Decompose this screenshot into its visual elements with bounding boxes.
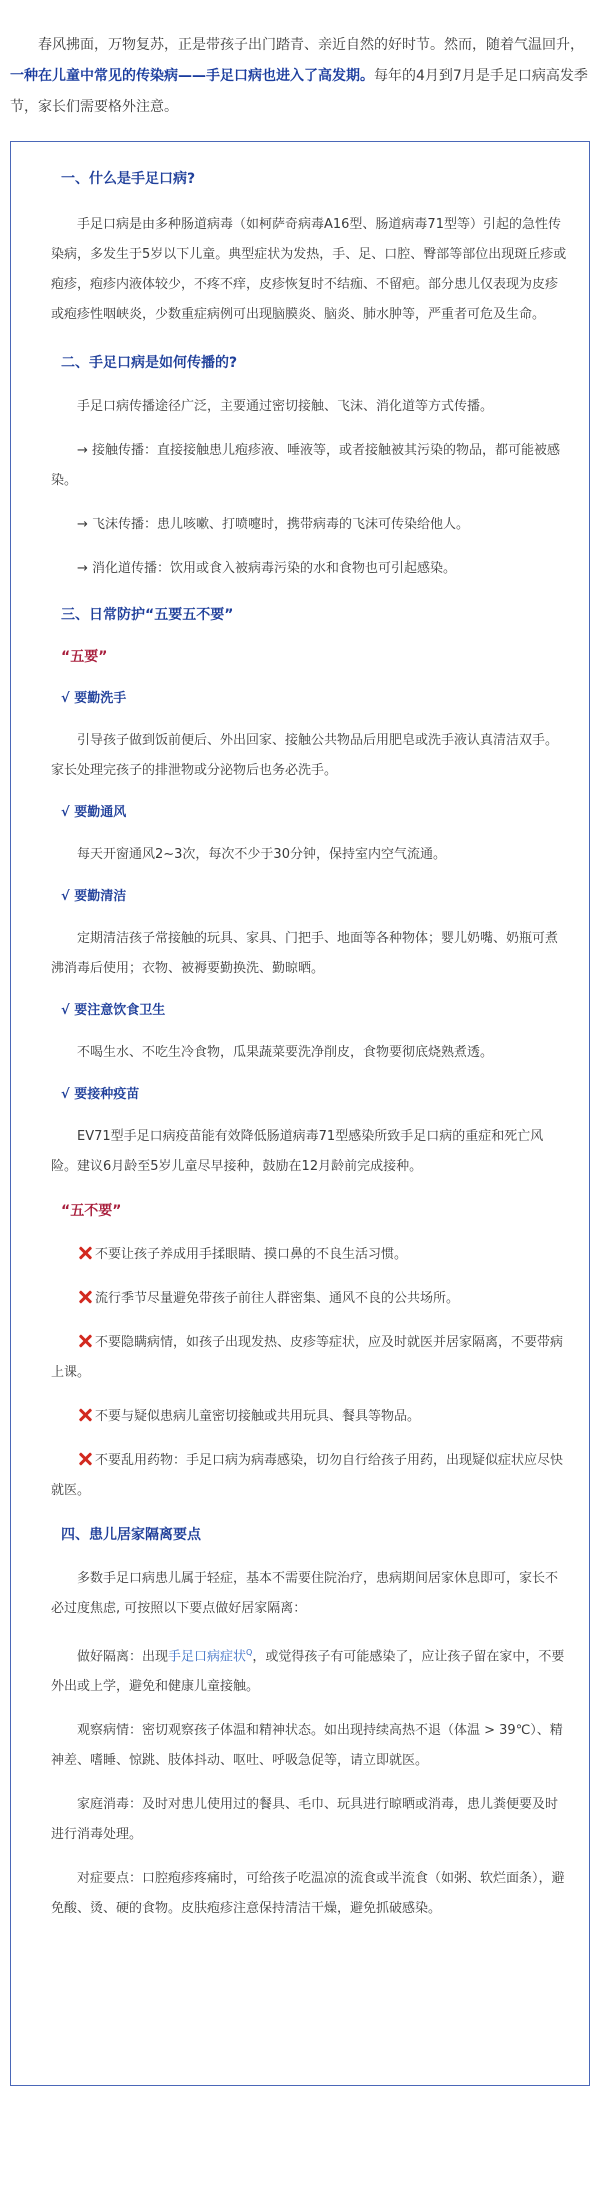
dos-title: “五要” [61, 649, 108, 665]
symptom-link[interactable]: 手足口病症状 [168, 1649, 247, 1665]
do-3-text: 定期清洁孩子常接触的玩具、家具、门把手、地面等各种物体；婴儿奶嘴、奶瓶可煮沸消毒后使用；衣物、被褥要勤换洗、勤晾晒。 [51, 931, 559, 976]
intro-paragraph: 春风拂面，万物复苏，正是带孩子出门踏青、亲近自然的好时节。然而，随着气温回升，一种在儿童中常见的传染病——手足口病也进入了高发期。每年的4月到7月是手足口病高发季节，家长们需要格外注意。 [10, 37, 588, 115]
do-2-title: √ 要勤通风 [61, 805, 127, 820]
intro-highlight: 一种在儿童中常见的传染病——手足口病也进入了高发期。 [10, 68, 374, 84]
dont-item-4: 不要与疑似患病儿童密切接触或共用玩具、餐具等物品。 [51, 1402, 567, 1432]
content-box [10, 141, 590, 2086]
do-5-text: EV71型手足口病疫苗能有效降低肠道病毒71型感染所致手足口病的重症和死亡风险。建议6月龄至5岁儿童尽早接种，鼓励在12月龄前完成接种。 [51, 1129, 544, 1174]
do-2-text: 每天开窗通风2~3次，每次不少于30分钟，保持室内空气流通。 [77, 847, 446, 862]
cross-icon [77, 1407, 93, 1423]
isolation-point-3: 家庭消毒：及时对患儿使用过的餐具、毛巾、玩具进行晾晒或消毒，患儿粪便要及时进行消毒处理。 [51, 1797, 559, 1843]
section-2-title: 二、手足口病是如何传播的? [61, 355, 238, 371]
dont-item-1: 不要让孩子养成用手揉眼睛、摸口鼻的不良生活习惯。 [51, 1240, 567, 1270]
intro-section [10, 30, 590, 123]
do-5-title: √ 要接种疫苗 [61, 1087, 140, 1102]
search-icon[interactable]: Q [246, 1648, 253, 1657]
route-contact: → 接触传播：直接接触患儿疱疹液、唾液等，或者接触被其污染的物品，都可能被感染。 [51, 443, 561, 488]
section-1-text: 手足口病是由多种肠道病毒（如柯萨奇病毒A16型、肠道病毒71型等）引起的急性传染病，多发生于5岁以下儿童。典型症状为发热，手、足、口腔、臀部等部位出现斑丘疹或疱疹，疱疹内液体较少，不疼不痒，皮疹恢复时不结痂、不留疤。部分患儿仅表现为皮疹或疱疹性咽峡炎，少数重症病例可出现脑膜炎、脑炎、肺水肿等，严重者可危及生命。 [51, 217, 567, 322]
dont-item-2: 流行季节尽量避免带孩子前往人群密集、通风不良的公共场所。 [51, 1284, 567, 1314]
do-1-text: 引导孩子做到饭前便后、外出回家、接触公共物品后用肥皂或洗手液认真清洁双手。家长处理完孩子的排泄物或分泌物后也务必洗手。 [51, 733, 559, 778]
cross-icon [77, 1451, 93, 1467]
section-1-title: 一、什么是手足口病? [61, 171, 196, 187]
section-4-title: 四、患儿居家隔离要点 [61, 1527, 201, 1543]
section-3-title: 三、日常防护“五要五不要” [61, 607, 234, 623]
do-4-title: √ 要注意饮食卫生 [61, 1003, 166, 1018]
section-4-text: 多数手足口病患儿属于轻症，基本不需要住院治疗，患病期间居家休息即可，家长不必过度焦虑, 可按照以下要点做好居家隔离： [51, 1571, 559, 1616]
do-3-title: √ 要勤清洁 [61, 889, 127, 904]
isolation-point-4: 对症要点：口腔疱疹疼痛时，可给孩子吃温凉的流食或半流食（如粥、软烂面条），避免酸、烫、硬的食物。皮肤疱疹注意保持清洁干燥，避免抓破感染。 [51, 1871, 565, 1917]
isolation-point-1: 做好隔离：出现手足口病症状$^Q$，或觉得孩子有可能感染了，应让孩子留在家中，不要外出或上学，避免和健康儿童接触。 [51, 1648, 565, 1695]
route-droplet: → 飞沫传播：患儿咳嗽、打喷嚏时，携带病毒的飞沫可传染给他人。 [77, 517, 470, 532]
dont-item-3: 不要隐瞒病情，如孩子出现发热、皮疹等症状，应及时就医并居家隔离，不要带病上课。 [51, 1335, 564, 1380]
section-2-text: 手足口病传播途径广泛，主要通过密切接触、飞沫、消化道等方式传播。 [77, 399, 494, 414]
cross-icon [77, 1333, 93, 1349]
dont-item-5: 不要乱用药物：手足口病为病毒感染，切勿自行给孩子用药，出现疑似症状应尽快就医。 [51, 1453, 564, 1498]
do-1-title: √ 要勤洗手 [61, 691, 127, 706]
donts-title: “五不要” [61, 1203, 122, 1219]
do-4-text: 不喝生水、不吃生冷食物，瓜果蔬菜要洗净削皮，食物要彻底烧熟煮透。 [77, 1045, 494, 1060]
isolation-point-2: 观察病情：密切观察孩子体温和精神状态。如出现持续高热不退（体温 > 39℃）、精神差、嗜睡、惊跳、肢体抖动、呕吐、呼吸急促等，请立即就医。 [51, 1723, 563, 1769]
cross-icon [77, 1245, 93, 1261]
route-digestive: → 消化道传播：饮用或食入被病毒污染的水和食物也可引起感染。 [77, 561, 457, 576]
cross-icon [77, 1289, 93, 1305]
